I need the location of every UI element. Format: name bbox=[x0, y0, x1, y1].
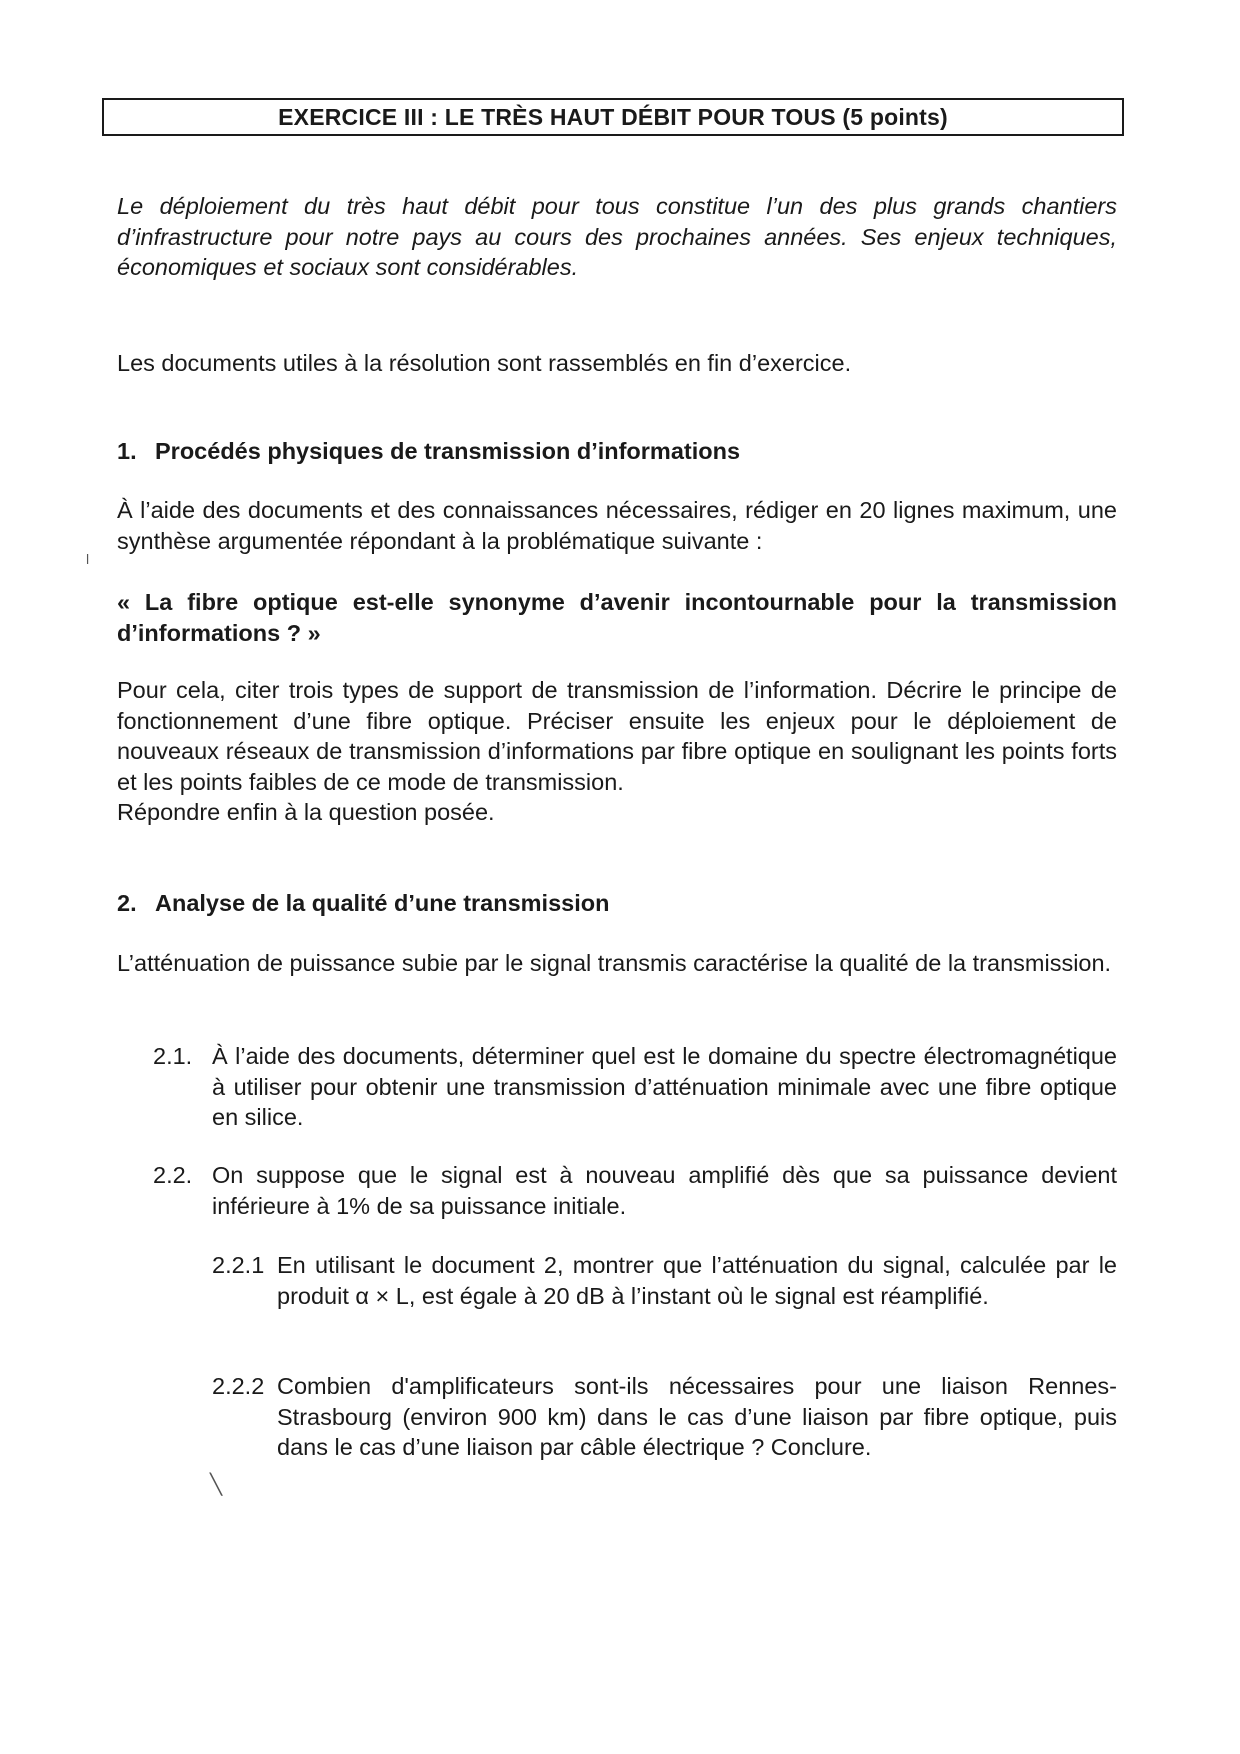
section-1-conclusion: Répondre enfin à la question posée. bbox=[117, 799, 495, 825]
question-2-2-text: On suppose que le signal est à nouveau amplifié dès que sa puissance devient inférieure à 1% de sa puissance initiale. bbox=[212, 1162, 1117, 1219]
question-2-1-text: À l’aide des documents, déterminer quel est le domaine du spectre électromagnétique à utiliser pour obtenir une transmission d’atténuation minimale avec une fibre optique en silice. bbox=[212, 1043, 1117, 1130]
question-2-2-2 bbox=[212, 1371, 1117, 1463]
section-2-heading bbox=[117, 888, 609, 918]
scan-mark: ╲ bbox=[210, 1474, 223, 1496]
section-1-number: 1. bbox=[117, 438, 137, 464]
section-2-intro: L’atténuation de puissance subie par le signal transmis caractérise la qualité de la transmission. bbox=[117, 950, 1112, 976]
intro-paragraph: Le déploiement du très haut débit pour tous constitue l’un des plus grands chantiers d’infrastructure pour notre pays au cours des prochaines années. Ses enjeux techniques, économiques et sociaux sont considérables. bbox=[117, 193, 1117, 280]
section-2-number: 2. bbox=[117, 890, 137, 916]
question-2-2-1 bbox=[212, 1250, 1117, 1311]
question-2-2 bbox=[153, 1160, 1117, 1221]
documents-note: Les documents utiles à la résolution sont rassemblés en fin d’exercice. bbox=[117, 350, 852, 376]
question-2-2-number: 2.2. bbox=[153, 1162, 193, 1188]
exercise-title: EXERCICE III : LE TRÈS HAUT DÉBIT POUR TOUS (5 points) bbox=[102, 98, 1124, 136]
section-2-title: Analyse de la qualité d’une transmission bbox=[155, 890, 610, 916]
question-2-2-2-number: 2.2.2 bbox=[212, 1373, 265, 1399]
question-2-1 bbox=[153, 1041, 1117, 1133]
margin-mark: ˡ bbox=[86, 552, 90, 574]
question-2-2-1-number: 2.2.1 bbox=[212, 1252, 265, 1278]
section-1-heading bbox=[117, 436, 740, 466]
question-2-2-2-text: Combien d'amplificateurs sont-ils nécessaires pour une liaison Rennes-Strasbourg (environ 900 km) dans le cas d’une liaison par fibre optique, puis dans le cas d’une liaison par câble électrique ? Conclure. bbox=[277, 1373, 1117, 1460]
section-1-instruction: À l’aide des documents et des connaissances nécessaires, rédiger en 20 lignes maximum, une synthèse argumentée répondant à la problématique suivante : bbox=[117, 497, 1117, 554]
section-1-title: Procédés physiques de transmission d’informations bbox=[155, 438, 741, 464]
section-1-question: « La fibre optique est-elle synonyme d’avenir incontournable pour la transmission d’informations ? » bbox=[117, 589, 1117, 646]
section-1-details: Pour cela, citer trois types de support de transmission de l’information. Décrire le principe de fonctionnement d’une fibre optique. Préciser ensuite les enjeux pour le déploiement de nouveaux réseaux de transmission d’informations par fibre optique en soulignant les points forts et les points faibles de ce mode de transmission. bbox=[117, 677, 1117, 795]
question-2-1-number: 2.1. bbox=[153, 1043, 193, 1069]
question-2-2-1-text: En utilisant le document 2, montrer que l’atténuation du signal, calculée par le produit α × L, est égale à 20 dB à l’instant où le signal est réamplifié. bbox=[277, 1252, 1117, 1309]
